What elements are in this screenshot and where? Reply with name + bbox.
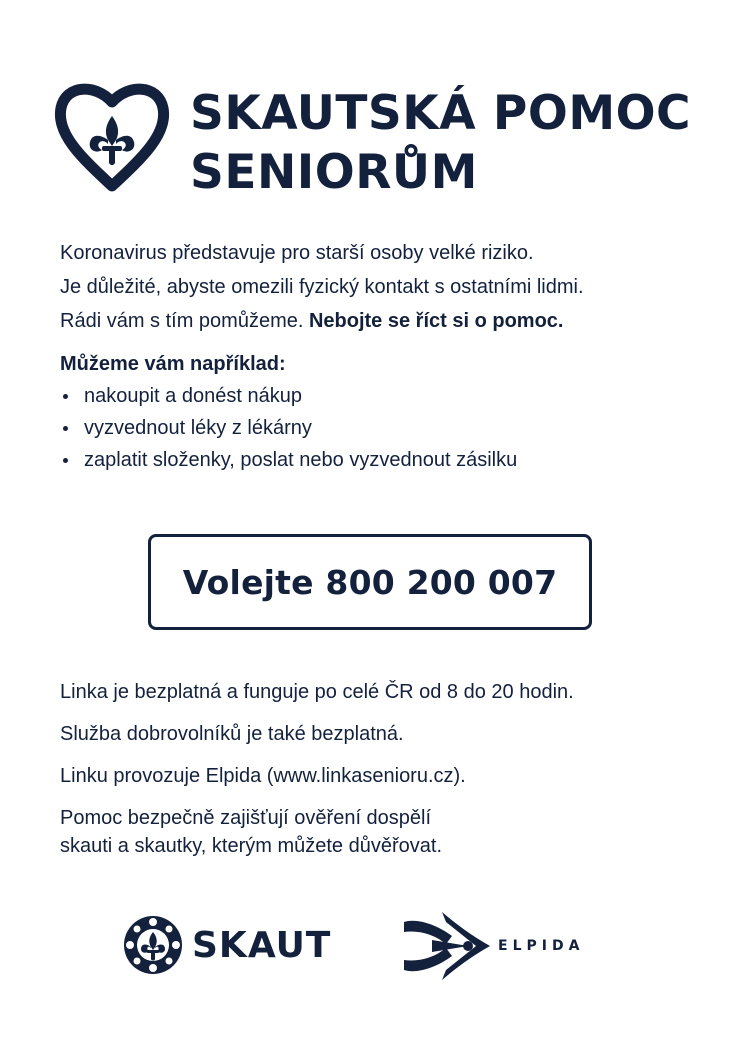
- intro-line-2: Je důležité, abyste omezili fyzický kontakt s ostatními lidmi.: [60, 276, 584, 298]
- intro-line-3-plain: Rádi vám s tím pomůžeme.: [60, 310, 309, 332]
- info-line-3: Linku provozuje Elpida (www.linkasenioru.cz).: [60, 765, 466, 787]
- elpida-arrow-icon: [402, 910, 492, 982]
- info-section: [60, 678, 574, 874]
- call-box: [148, 534, 592, 630]
- intro-line-3: [60, 304, 584, 338]
- title-line-1: SKAUTSKÁ POMOC: [190, 86, 692, 141]
- info-line-1: Linka je bezplatná a funguje po celé ČR od 8 do 20 hodin.: [60, 681, 574, 703]
- list-item: nakoupit a donést nákup: [60, 380, 517, 412]
- offers-heading: Můžeme vám například:: [60, 353, 286, 375]
- info-line-4b: skauti a skautky, kterým můžete důvěřovat.: [60, 835, 443, 857]
- list-item: zaplatit složenky, poslat nebo vyzvednout zásilku: [60, 444, 517, 476]
- intro-line-1: Koronavirus představuje pro starší osoby velké riziko.: [60, 242, 534, 264]
- skaut-label: SKAUT: [192, 924, 332, 966]
- elpida-label: ELPIDA: [498, 938, 585, 954]
- info-line-4: [60, 804, 574, 860]
- intro-paragraph: [60, 236, 584, 338]
- heart-fleur-de-lis-icon: [52, 78, 172, 196]
- intro-line-3-bold: Nebojte se říct si o pomoc.: [308, 310, 564, 332]
- header: [52, 78, 691, 202]
- info-line-4a: Pomoc bezpečně zajišťují ověření dospělí: [60, 807, 432, 829]
- title-line-2: SENIORŮM: [190, 145, 478, 200]
- call-phone-text: Volejte 800 200 007: [182, 562, 558, 602]
- info-line-2: Služba dobrovolníků je také bezplatná.: [60, 723, 404, 745]
- elpida-logo: [402, 910, 584, 982]
- page-title: [190, 84, 691, 202]
- list-item: vyzvednout léky z lékárny: [60, 412, 517, 444]
- offers-section: [60, 348, 517, 476]
- offers-list: [60, 380, 517, 476]
- skaut-logo: [122, 914, 331, 976]
- skaut-emblem-icon: [122, 914, 184, 976]
